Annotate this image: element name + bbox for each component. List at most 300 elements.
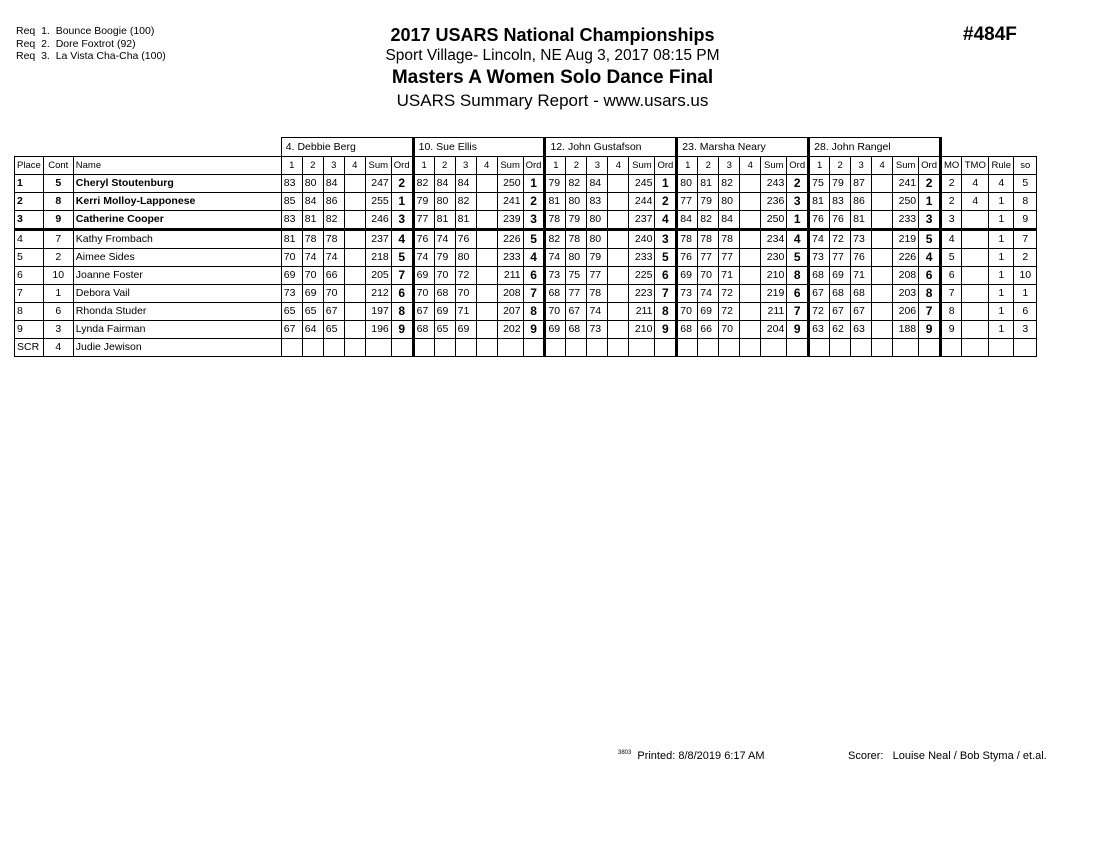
score-4 [740,249,761,267]
judge-col-header: 1 [677,157,698,175]
score-4 [344,285,365,303]
score-3: 76 [455,230,476,249]
ordinal: 1 [919,193,941,211]
score-2 [302,339,323,357]
place-cell: 4 [15,230,44,249]
results-table [14,137,1037,357]
table-row [15,193,1037,211]
score-4 [872,175,893,193]
ordinal: 2 [655,193,677,211]
score-2: 80 [566,249,587,267]
score-2: 70 [698,267,719,285]
table-row [15,211,1037,230]
mo-cell: 8 [940,303,961,321]
table-row [15,303,1037,321]
score-2: 78 [698,230,719,249]
place-cell: SCR [15,339,44,357]
score-1: 68 [809,267,830,285]
ordinal: 9 [391,321,413,339]
mo-cell: 4 [940,230,961,249]
score-3 [323,339,344,357]
score-2: 77 [698,249,719,267]
score-4 [476,211,497,230]
score-1: 70 [545,303,566,321]
ordinal: 8 [391,303,413,321]
score-3: 71 [851,267,872,285]
ordinal: 7 [655,285,677,303]
score-sum: 245 [629,175,655,193]
judge-col-header: 1 [413,157,434,175]
score-1: 78 [545,211,566,230]
score-4 [872,249,893,267]
score-3: 71 [719,267,740,285]
score-3: 80 [719,193,740,211]
place-cell: 6 [15,267,44,285]
ordinal: 3 [391,211,413,230]
score-3: 65 [323,321,344,339]
so-cell: 2 [1014,249,1037,267]
score-3: 71 [455,303,476,321]
cont-cell: 7 [43,230,73,249]
score-sum: 226 [497,230,523,249]
score-2: 76 [830,211,851,230]
score-4 [476,339,497,357]
judge-col-header: Sum [761,157,787,175]
score-3 [587,339,608,357]
score-sum: 212 [365,285,391,303]
score-2: 77 [830,249,851,267]
score-1: 79 [545,175,566,193]
score-3: 84 [587,175,608,193]
so-cell: 1 [1014,285,1037,303]
score-4 [608,267,629,285]
score-1: 70 [281,249,302,267]
score-4 [344,193,365,211]
score-1: 69 [545,321,566,339]
place-cell: 1 [15,175,44,193]
score-3: 81 [851,211,872,230]
score-sum: 219 [761,285,787,303]
score-sum: 211 [761,303,787,321]
score-4 [344,339,365,357]
score-2: 68 [434,285,455,303]
judge-col-header: 3 [587,157,608,175]
score-2: 69 [698,303,719,321]
score-1: 81 [281,230,302,249]
ordinal: 6 [655,267,677,285]
score-1: 69 [281,267,302,285]
score-2: 62 [830,321,851,339]
event-title: Masters A Women Solo Dance Final [391,67,714,88]
place-cell: 2 [15,193,44,211]
score-3: 82 [323,211,344,230]
place-cell: 7 [15,285,44,303]
score-sum: 202 [497,321,523,339]
score-4 [740,285,761,303]
mo-cell: 7 [940,285,961,303]
skater-name: Aimee Sides [73,249,281,267]
score-sum: 255 [365,193,391,211]
judge-col-header: Sum [893,157,919,175]
score-sum: 223 [629,285,655,303]
judge-name: 10. Sue Ellis [413,138,545,157]
score-3: 70 [455,285,476,303]
score-3: 63 [851,321,872,339]
ordinal: 7 [787,303,809,321]
score-sum [761,339,787,357]
score-2: 82 [698,211,719,230]
score-3 [719,339,740,357]
judge-col-header: Ord [655,157,677,175]
score-3: 82 [455,193,476,211]
mo-cell: 3 [940,211,961,230]
tmo-cell: 4 [962,175,989,193]
requirement-2: Req 2. Dore Foxtrot (92) [16,37,136,50]
score-4 [608,339,629,357]
column-header-row [15,157,1037,175]
score-1: 76 [413,230,434,249]
judges-row [15,138,1037,157]
score-sum: 203 [893,285,919,303]
judge-col-header: Ord [391,157,413,175]
score-4 [476,285,497,303]
score-4 [476,303,497,321]
score-sum: 243 [761,175,787,193]
score-2: 70 [302,267,323,285]
ordinal: 9 [523,321,545,339]
judge-col-header: 4 [476,157,497,175]
table-row [15,249,1037,267]
score-4 [740,211,761,230]
score-4 [344,175,365,193]
score-1: 65 [281,303,302,321]
ordinal: 9 [787,321,809,339]
rule-cell: 1 [989,230,1014,249]
score-sum: 244 [629,193,655,211]
judge-col-header: 3 [851,157,872,175]
score-sum: 208 [893,267,919,285]
score-sum: 250 [497,175,523,193]
score-3: 68 [851,285,872,303]
score-4 [608,211,629,230]
score-1: 82 [545,230,566,249]
score-sum: 233 [893,211,919,230]
requirement-1: Req 1. Bounce Boogie (100) [16,25,155,37]
score-1: 76 [809,211,830,230]
score-4 [476,249,497,267]
score-3: 78 [719,230,740,249]
skater-name: Lynda Fairman [73,321,281,339]
judge-col-header: 4 [344,157,365,175]
judges-spacer-right [940,138,1036,157]
ordinal: 2 [523,193,545,211]
score-sum: 233 [497,249,523,267]
tmo-header: TMO [962,157,989,175]
scorer-info: Scorer: Louise Neal / Bob Styma / et.al. [848,750,1047,762]
table-row [15,339,1037,357]
score-1: 85 [281,193,302,211]
score-1: 73 [677,285,698,303]
rule-cell: 1 [989,303,1014,321]
judge-col-header: 1 [281,157,302,175]
score-1: 67 [413,303,434,321]
venue-date: Sport Village- Lincoln, NE Aug 3, 2017 08:15 PM [385,47,720,64]
score-4 [872,303,893,321]
score-2: 84 [302,193,323,211]
skater-name: Debora Vail [73,285,281,303]
score-1: 68 [413,321,434,339]
score-2: 64 [302,321,323,339]
judge-col-header: 1 [545,157,566,175]
score-1: 68 [677,321,698,339]
score-1: 77 [677,193,698,211]
ordinal: 8 [787,267,809,285]
mo-cell: 2 [940,175,961,193]
tmo-cell: 4 [962,193,989,211]
ordinal: 1 [655,175,677,193]
mo-cell: 2 [940,193,961,211]
score-1 [677,339,698,357]
cont-cell: 2 [43,249,73,267]
ordinal: 8 [655,303,677,321]
score-1: 70 [413,285,434,303]
score-sum: 233 [629,249,655,267]
rule-cell: 1 [989,321,1014,339]
score-3: 80 [455,249,476,267]
score-4 [476,193,497,211]
judge-col-header: Sum [629,157,655,175]
score-2: 69 [434,303,455,321]
judge-name: 12. John Gustafson [545,138,677,157]
score-3: 69 [455,321,476,339]
score-1: 67 [809,285,830,303]
judge-col-header: 3 [455,157,476,175]
score-sum: 196 [365,321,391,339]
ordinal: 6 [787,285,809,303]
tmo-cell [962,303,989,321]
score-1: 63 [809,321,830,339]
ordinal: 9 [919,321,941,339]
skater-name: Rhonda Studer [73,303,281,321]
score-2: 74 [302,249,323,267]
score-4 [740,175,761,193]
score-sum [893,339,919,357]
score-3: 87 [851,175,872,193]
ordinal: 8 [919,285,941,303]
score-4 [344,249,365,267]
score-sum: 226 [893,249,919,267]
score-4 [344,267,365,285]
place-header: Place [15,157,44,175]
cont-cell: 3 [43,321,73,339]
score-2: 84 [434,175,455,193]
skater-name: Cheryl Stoutenburg [73,175,281,193]
score-4 [740,303,761,321]
judge-col-header: 3 [719,157,740,175]
ordinal: 8 [523,303,545,321]
score-3: 72 [719,285,740,303]
score-2: 70 [434,267,455,285]
tmo-cell [962,211,989,230]
ordinal: 6 [523,267,545,285]
score-1: 70 [677,303,698,321]
ordinal: 3 [919,211,941,230]
cont-cell: 1 [43,285,73,303]
cont-header: Cont [43,157,73,175]
skater-name: Joanne Foster [73,267,281,285]
score-4 [740,339,761,357]
score-1: 81 [809,193,830,211]
score-sum: 219 [893,230,919,249]
score-4 [608,193,629,211]
report-header [300,24,805,112]
place-cell: 5 [15,249,44,267]
score-4 [608,249,629,267]
score-2: 79 [566,211,587,230]
score-4 [476,321,497,339]
score-1: 73 [281,285,302,303]
score-3: 77 [719,249,740,267]
judge-col-header: Ord [523,157,545,175]
score-1: 74 [545,249,566,267]
score-2: 69 [302,285,323,303]
score-sum [497,339,523,357]
judges-spacer [15,138,282,157]
score-3 [455,339,476,357]
score-2: 79 [434,249,455,267]
so-header: so [1014,157,1037,175]
judge-col-header: Sum [497,157,523,175]
table-row [15,285,1037,303]
printed-date: Printed: 8/8/2019 6:17 AM [637,750,765,762]
score-sum: 247 [365,175,391,193]
score-3 [851,339,872,357]
place-cell: 3 [15,211,44,230]
judge-col-header: 2 [302,157,323,175]
score-3: 80 [587,211,608,230]
score-3: 86 [323,193,344,211]
score-3: 84 [455,175,476,193]
place-cell: 8 [15,303,44,321]
ordinal: 7 [523,285,545,303]
judge-col-header: 2 [830,157,851,175]
score-2: 80 [302,175,323,193]
score-3: 81 [455,211,476,230]
score-4 [608,175,629,193]
rule-cell: 1 [989,285,1014,303]
score-sum: 240 [629,230,655,249]
judge-col-header: 4 [872,157,893,175]
judge-name: 4. Debbie Berg [281,138,413,157]
score-3: 80 [587,230,608,249]
judge-col-header: 3 [323,157,344,175]
ordinal: 3 [523,211,545,230]
ordinal: 1 [523,175,545,193]
table-row [15,230,1037,249]
score-sum: 211 [629,303,655,321]
cont-cell: 9 [43,211,73,230]
score-2: 69 [830,267,851,285]
mo-cell: 6 [940,267,961,285]
ordinal: 4 [655,211,677,230]
score-3: 83 [587,193,608,211]
so-cell: 6 [1014,303,1037,321]
rule-cell [989,339,1014,357]
ordinal: 5 [919,230,941,249]
score-1 [809,339,830,357]
score-sum [629,339,655,357]
score-sum: 241 [893,175,919,193]
score-3: 76 [851,249,872,267]
rule-cell: 1 [989,193,1014,211]
place-cell: 9 [15,321,44,339]
rule-cell: 4 [989,175,1014,193]
score-2: 83 [830,193,851,211]
judge-col-header: 1 [809,157,830,175]
ordinal: 6 [919,267,941,285]
score-2: 81 [698,175,719,193]
score-2: 80 [566,193,587,211]
score-2: 68 [830,285,851,303]
score-3: 72 [719,303,740,321]
score-1 [281,339,302,357]
score-sum: 239 [497,211,523,230]
ordinal: 2 [919,175,941,193]
tmo-cell [962,285,989,303]
score-4 [872,339,893,357]
score-sum: 246 [365,211,391,230]
tmo-cell [962,267,989,285]
score-2: 79 [830,175,851,193]
score-2: 78 [302,230,323,249]
tmo-cell [962,249,989,267]
score-4 [344,303,365,321]
mo-cell [940,339,961,357]
score-sum: 208 [497,285,523,303]
ordinal: 6 [391,285,413,303]
score-4 [608,285,629,303]
requirements-list [16,25,166,63]
ordinal [523,339,545,357]
score-2 [830,339,851,357]
so-cell: 8 [1014,193,1037,211]
score-1: 78 [677,230,698,249]
score-sum: 218 [365,249,391,267]
so-cell: 10 [1014,267,1037,285]
rule-cell: 1 [989,267,1014,285]
score-2: 67 [566,303,587,321]
ordinal [787,339,809,357]
ordinal: 4 [919,249,941,267]
score-1: 82 [413,175,434,193]
cont-cell: 8 [43,193,73,211]
score-sum [365,339,391,357]
judge-col-header: 2 [698,157,719,175]
ordinal: 2 [787,175,809,193]
championship-title: 2017 USARS National Championships [390,25,715,45]
score-2: 81 [302,211,323,230]
score-1: 74 [809,230,830,249]
score-3: 86 [851,193,872,211]
ordinal: 2 [391,175,413,193]
score-sum: 188 [893,321,919,339]
score-1: 69 [413,267,434,285]
score-3: 77 [587,267,608,285]
cont-cell: 6 [43,303,73,321]
score-4 [872,230,893,249]
skater-name: Catherine Cooper [73,211,281,230]
score-sum: 206 [893,303,919,321]
